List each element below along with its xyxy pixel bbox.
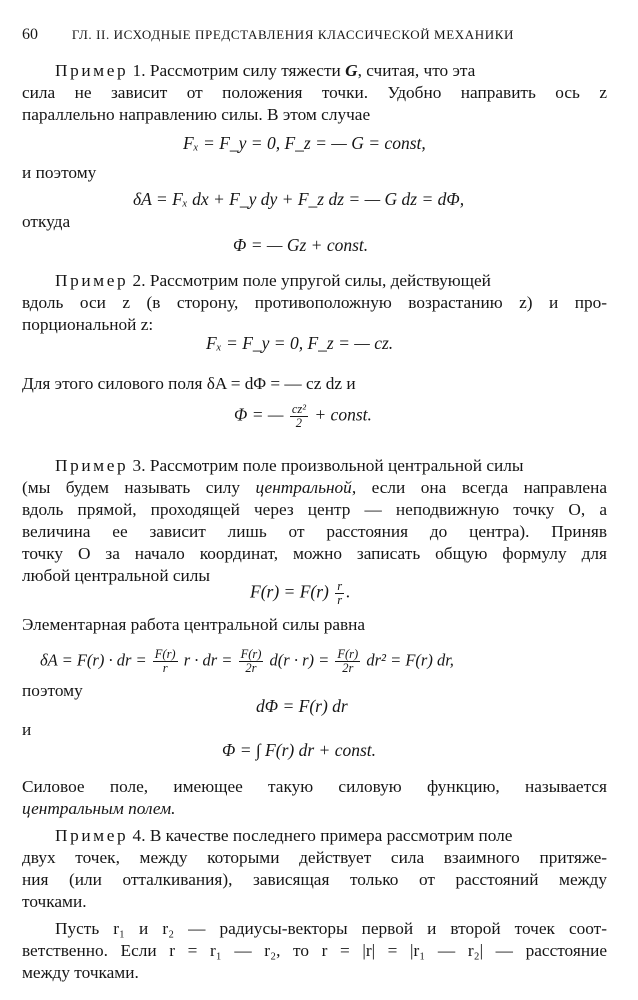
ex1-equation-3: Φ = — Gz + const. [233,235,369,255]
ex4-line1 [55,825,512,847]
ex4-line2: двух точек, между которыми действует сила взаимного притяже- [22,848,607,867]
fraction-denominator: 2r [342,661,354,675]
ex3-line4: величина ее зависит лишь от расстояния до центра). Приняв [22,522,607,541]
eq-part: + const. [314,404,372,425]
ex2-line2: вдоль оси z (в сторону, противоположную возрастанию z) и про- [22,293,607,312]
ex2-equation-1: Fₓ = F_y = 0, F_z = — cz. [206,333,394,353]
fraction [153,648,178,675]
ex4-line3: ния (или отталкивания), зависящая только от расстояний между [22,870,607,889]
ex3-line8: поэтому [22,681,83,700]
eq-part: F(r) = F(r) [250,581,329,602]
fraction-denominator: 2r [245,661,257,675]
ex2-line1 [55,270,491,292]
fraction-denominator: r [162,661,168,675]
fraction-numerator: F(r) [240,647,262,661]
ex3-text: 3. Рассмотрим поле произвольной центральной силы [132,456,524,475]
ex1-equation-2: δA = Fₓ dx + F_y dy + F_z dz = — G dz = dΦ, [133,189,465,209]
term-central: центральной [255,478,352,497]
ex3-line9: и [22,720,32,739]
ex3-equation-1 [250,580,351,607]
ex2-line3: порциональной z: [22,315,154,334]
fraction [290,403,308,430]
ex2-text: 2. Рассмотрим поле упругой силы, действующей [132,271,491,290]
fraction [335,648,360,675]
ex1-line4: и поэтому [22,163,97,182]
ex3-text: , если она всегда направлена [351,478,607,497]
ex1-equation-1: Fₓ = F_y = 0, F_z = — G = const, [183,133,426,153]
ex3-line7: Элементарная работа центральной силы равна [22,615,366,634]
ex3-line6: любой центральной силы [22,566,211,585]
ex1-line5: откуда [22,212,71,231]
ex4-para-line3: между точками. [22,963,139,982]
running-title: ГЛ. II. ИСХОДНЫЕ ПРЕДСТАВЛЕНИЯ КЛАССИЧЕСКОЙ МЕХАНИКИ [71,27,514,42]
fraction-numerator: F(r) [154,647,176,661]
eq-part: dr² = F(r) dr, [366,650,454,670]
ex1-text: 1. Рассмотрим силу тяжести [132,61,341,80]
ex3-line3: вдоль прямой, проходящей через центр — неподвижную точку O, а [22,500,607,519]
fraction-denominator: 2 [295,416,303,430]
ex1-line2: сила не зависит от положения точки. Удобно направить ось z [22,83,607,102]
example-label: Пример [55,61,129,80]
ex3-line1 [55,455,524,477]
ex4-text: 4. В качестве последнего примера рассмотрим поле [132,826,513,845]
ex2-line4: Для этого силового поля δA = dΦ = — cz dz и [22,374,356,393]
ex3-conclusion-1: Силовое поле, имеющее такую силовую функцию, называется [22,777,607,796]
ex3-equation-4: Φ = ∫ F(r) dr + const. [222,740,377,760]
example-label: Пример [55,456,129,475]
ex3-line5: точку O за начало координат, можно записать общую формулу для [22,544,607,563]
gravity-symbol: G [345,61,358,80]
fraction-numerator: r [337,579,343,593]
ex3-line2 [22,477,607,499]
fraction-denominator: r [337,593,343,607]
eq-part: r · dr = [183,650,233,670]
page-number: 60 [22,26,38,43]
fraction [239,648,264,675]
eq-part: δA = F(r) · dr = [40,650,147,670]
ex4-para-line2: ветственно. Если r = r₁ — r₂, то r = |r| = |r₁ — r₂| — расстояние [22,941,607,960]
ex2-equation-2 [234,403,372,430]
ex1-text-b: , считая, что эта [357,61,476,80]
fraction-numerator: cz² [291,402,306,416]
eq-dot: . [346,581,351,602]
example-label: Пример [55,826,129,845]
ex3-equation-2 [40,648,454,675]
ex4-para-line1: Пусть r₁ и r₂ — радиусы-векторы первой и второй точек соот- [55,919,607,938]
eq-part: d(r · r) = [269,650,330,670]
page-header [22,26,514,44]
eq-part: Φ = — [234,404,284,425]
fraction [335,580,344,607]
ex3-equation-3: dΦ = F(r) dr [256,696,348,716]
ex4-line4: точками. [22,892,87,911]
ex3-conclusion-2: центральным полем. [22,799,176,818]
ex1-line1 [55,60,475,82]
ex1-line3: параллельно направлению силы. В этом случае [22,105,371,124]
ex3-text: (мы будем называть силу [22,478,240,497]
fraction-numerator: F(r) [337,647,359,661]
example-label: Пример [55,271,129,290]
